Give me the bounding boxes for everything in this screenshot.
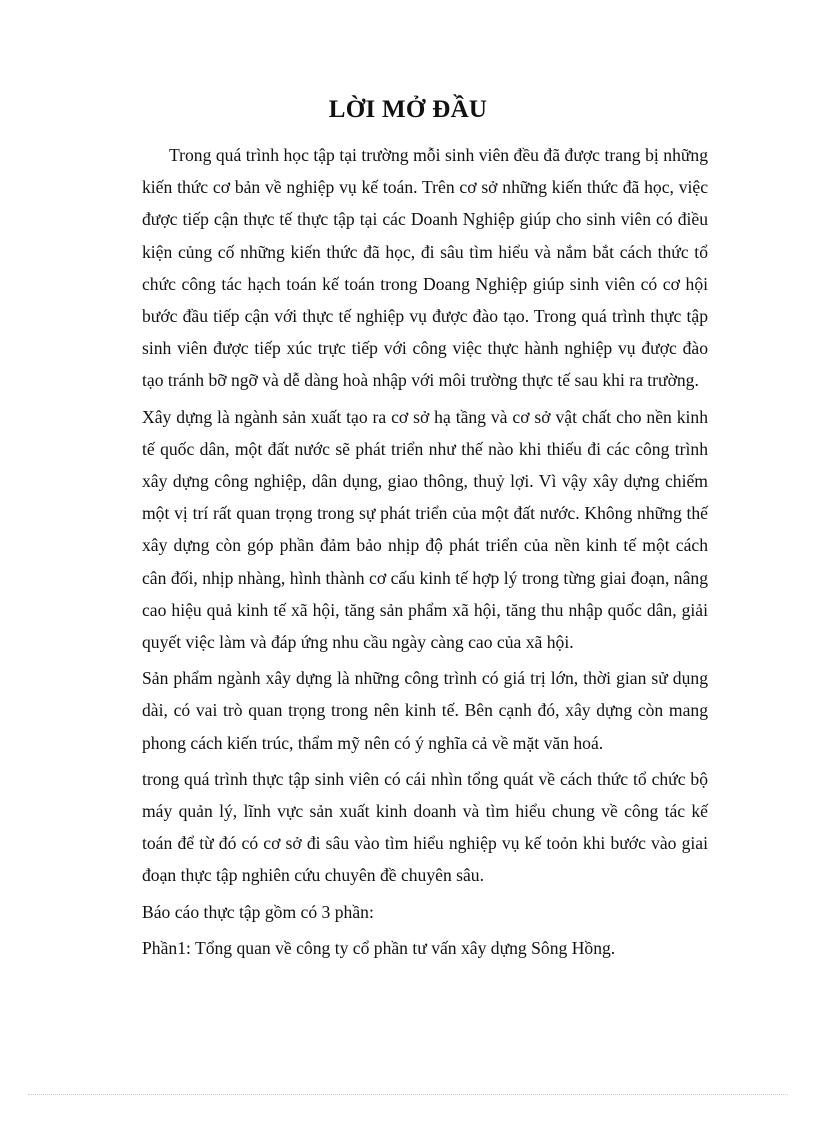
document-body [142, 139, 708, 968]
paragraph-products: Sản phẩm ngành xây dựng là những công trình có giá trị lớn, thời gian sử dụng dài, có vai trò quan trọng trong nên kinh tế. Bên cạnh đó, xây dựng còn mang phong cách kiến trúc, thẩm mỹ nên có ý nghĩa cả về mặt văn hoá. [142, 668, 708, 753]
paragraph-construction: Xây dựng là ngành sản xuất tạo ra cơ sở hạ tầng và cơ sở vật chất cho nền kinh tế quốc dân, một đất nước sẽ phát triển như thế nào khi thiếu đi các công trình xây dựng công nghiệp, dân dụng, giao thông, thuỷ lợi. Vì vậy xây dựng chiếm một vị trí rất quan trọng trong sự phát triển của một đất nước. Không những thế xây dựng còn góp phần đảm bảo nhịp độ phát triển của nền kinh tế một cách cân đối, nhịp nhàng, hình thành cơ cấu kinh tế hợp lý trong từng giai đoạn, nâng cao hiệu quả kinh tế xã hội, tăng sản phẩm xã hội, tăng thu nhập quốc dân, giải quyết việc làm và đáp ứng nhu cầu ngày càng cao của xã hội. [142, 406, 708, 653]
page-title: LỜI MỞ ĐẦU [328, 96, 488, 123]
page-bottom-divider [28, 1094, 788, 1095]
paragraph-internship: trong quá trình thực tập sinh viên có cái nhìn tổng quát về cách thức tổ chức bộ máy quản lý, lĩnh vực sản xuất kinh doanh và tìm hiểu chung về công tác kế toán để từ đó có cơ sở đi sâu vào tìm hiểu nghiệp vụ kế toỏn khi bước vào giai đoạn thực tập nghiên cứu chuyên đề chuyên sâu. [142, 768, 708, 886]
paragraph-intro: Trong quá trình học tập tại trường mỗi sinh viên đều đã được trang bị những kiến thức cơ bản về nghiệp vụ kế toán. Trên cơ sở những kiến thức đã học, việc được tiếp cận thực tế thực tập tại các Doanh Nghiệp giúp cho sinh viên có điều kiện củng cố những kiến thức đã học, đi sâu tìm hiểu và nắm bắt cách thức tổ chức công tác hạch toán kế toán trong Doang Nghiệp giúp sinh viên có cơ hội bước đầu tiếp cận với thực tế nghiệp vụ được đào tạo. Trong quá trình thực tập sinh viên được tiếp xúc trực tiếp với công việc thực hành nghiệp vụ được đào tạo tránh bỡ ngỡ và dễ dàng hoà nhập với môi trường thực tế sau khi ra trường. [142, 145, 708, 391]
paragraph-report-parts: Báo cáo thực tập gồm có 3 phần: [142, 901, 374, 922]
paragraph-part-one: Phần1: Tổng quan về công ty cổ phần tư vấn xây dựng Sông Hồng. [142, 937, 616, 958]
